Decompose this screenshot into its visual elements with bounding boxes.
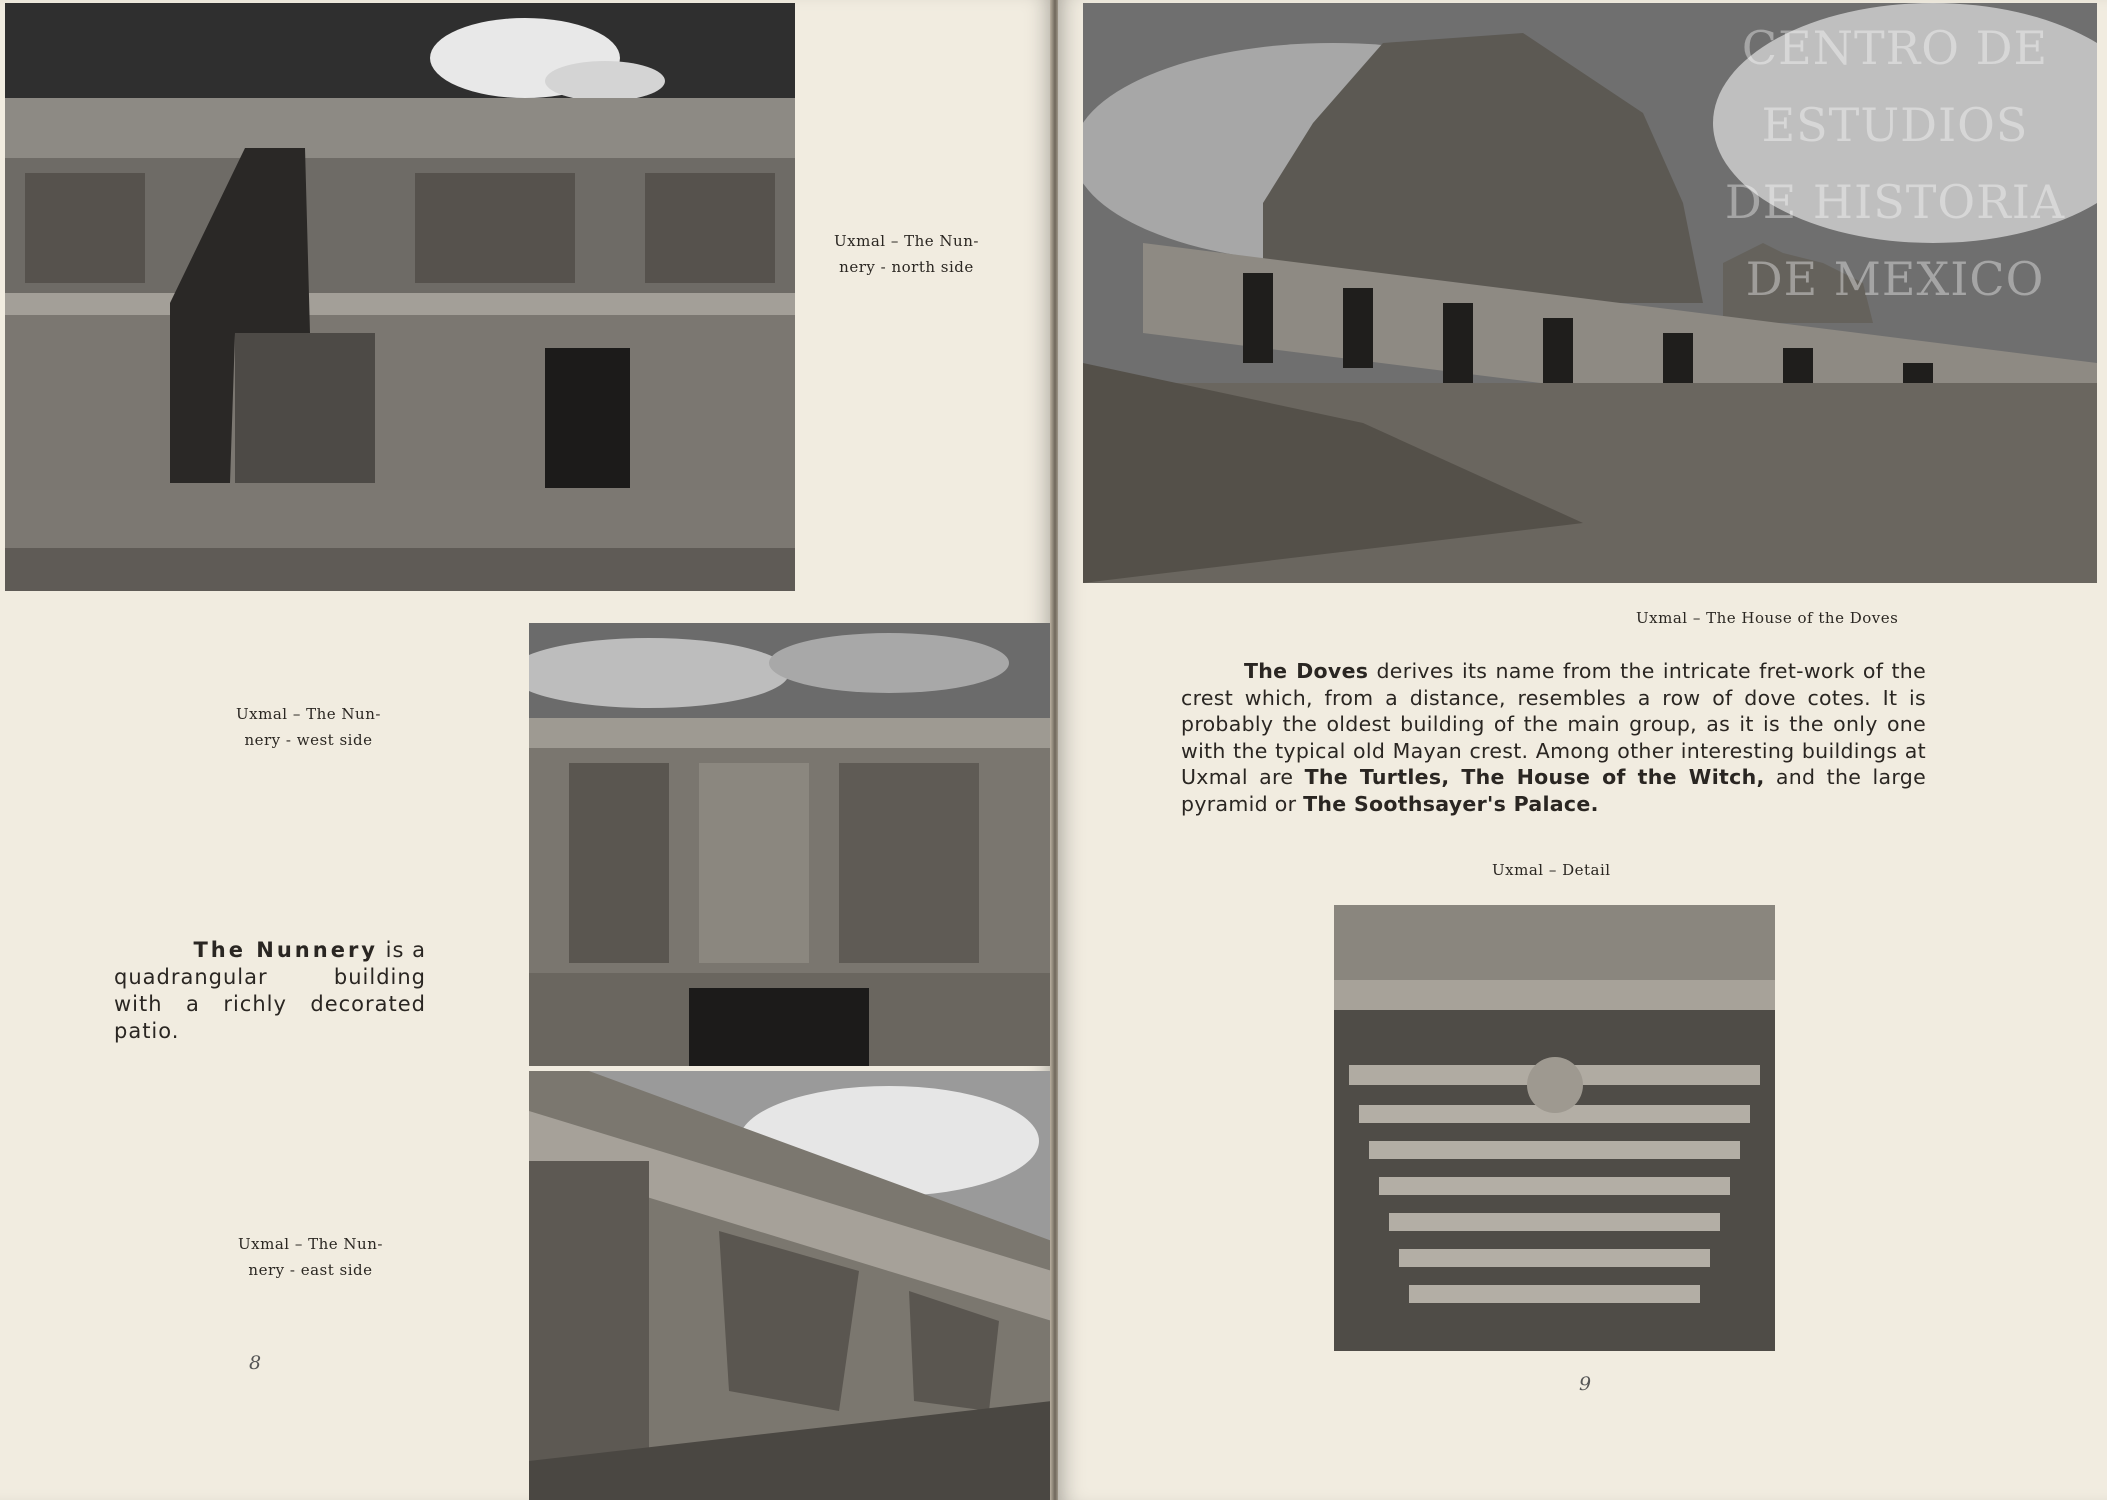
caption-nunnery-west: Uxmal – The Nun- nery - west side (236, 705, 381, 749)
doves-paragraph: The Doves derives its name from the intricate fret-work of the crest which, from a distance, resembles a row of dove cotes. It is probably the oldest building of the main group, as it is the only one with the typical old Mayan crest. Among other interesting buildings at Uxmal are The Turtles, The House of the Witch, and the large pyramid or The Soothsayer's Palace. (1181, 659, 1926, 816)
page-number-left: 8 (249, 1352, 262, 1374)
nunnery-paragraph: The Nunnery is a quadrangular building with a richly decorated patio. (114, 938, 426, 1043)
photo-nunnery-east (529, 1071, 1052, 1500)
watermark-stamp: CENTRO DE ESTUDIOS DE HISTORIA DE MEXICO (1724, 21, 2066, 306)
page-number-right: 9 (1579, 1373, 1592, 1395)
caption-nunnery-east: Uxmal – The Nun- nery - east side (238, 1235, 383, 1279)
nunnery-title: The Nunnery (193, 938, 378, 962)
caption-nunnery-north: Uxmal – The Nun- nery - north side (834, 232, 979, 276)
caption-house-of-doves: Uxmal – The House of the Doves (1636, 609, 1899, 627)
photo-nunnery-north (5, 3, 795, 591)
caption-detail: Uxmal – Detail (1492, 861, 1611, 879)
photo-nunnery-west (529, 623, 1052, 1066)
photo-detail (1334, 905, 1775, 1351)
left-page (0, 0, 1052, 1500)
